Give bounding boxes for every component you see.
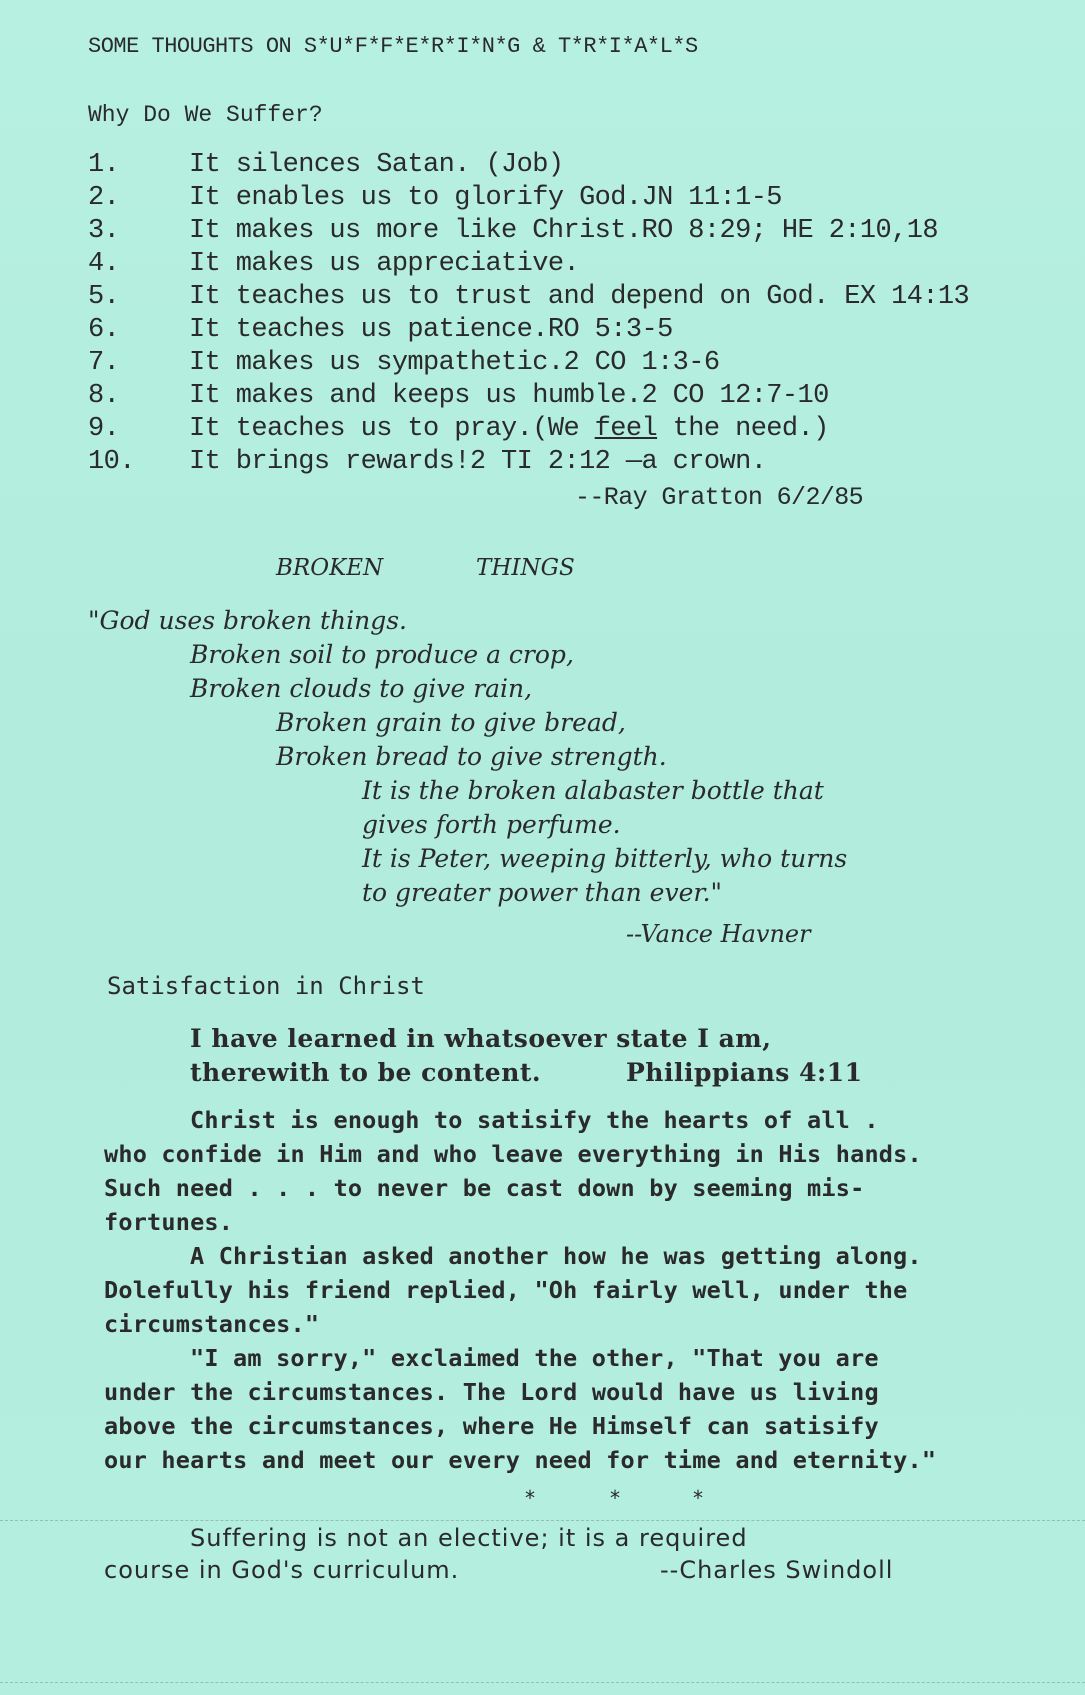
paragraph-line: Such need . . . to never be cast down by seeming mis- — [104, 1174, 865, 1202]
paragraph-line: Dolefully his friend replied, "Oh fairly well, under the — [104, 1276, 908, 1304]
poem-line: gives forth perfume. — [362, 810, 621, 839]
paragraph-line: circumstances." — [104, 1310, 320, 1338]
section-heading-why: Why Do We Suffer? — [88, 102, 323, 128]
star-separator: * — [692, 1486, 705, 1510]
attribution-gratton: --Ray Gratton 6/2/85 — [575, 483, 864, 512]
poem-line: to greater power than ever." — [362, 878, 723, 907]
fold-line — [0, 1682, 1085, 1684]
list-item: 3. It makes us more like Christ.RO 8:29; HE 2:10,18 — [88, 216, 938, 246]
poem-line: Broken soil to produce a crop, — [190, 640, 574, 669]
poem-line: Broken grain to give bread, — [276, 708, 626, 737]
poem-line: Broken bread to give strength. — [276, 742, 667, 771]
fold-line — [0, 1520, 1085, 1522]
star-separator: * — [609, 1486, 622, 1510]
broken-things-heading-2: THINGS — [476, 555, 575, 581]
document-title: SOME THOUGHTS ON S*U*F*F*E*R*I*N*G & T*R*I*A*L*S — [88, 34, 698, 59]
star-separator: * — [524, 1486, 537, 1510]
blackletter-verse-line: I have learned in whatsoever state I am, — [190, 1024, 772, 1053]
list-item: 5. It teaches us to trust and depend on God. EX 14:13 — [88, 282, 970, 312]
poem-line: It is Peter, weeping bitterly, who turns — [362, 844, 848, 873]
list-item: 4. It makes us appreciative. — [88, 249, 580, 279]
list-item: 6. It teaches us patience.RO 5:3-5 — [88, 315, 673, 345]
paragraph-line: our hearts and meet our every need for time and eternity." — [104, 1446, 937, 1474]
list-item: 10. It brings rewards!2 TI 2:12 —a crown. — [88, 447, 767, 477]
poem-line: "God uses broken things. — [88, 606, 407, 635]
section-heading-satisfaction: Satisfaction in Christ — [107, 972, 425, 1000]
closing-quote-line: Suffering is not an elective; it is a required — [190, 1524, 748, 1552]
paragraph-line: fortunes. — [104, 1208, 234, 1236]
paragraph-line: "I am sorry," exclaimed the other, "That you are — [190, 1344, 879, 1372]
paragraph-line: Christ is enough to satisify the hearts of all . — [190, 1106, 879, 1134]
reasons-list — [88, 150, 969, 480]
blackletter-verse-line: therewith to be content. — [190, 1058, 542, 1087]
list-item: 1. It silences Satan. (Job) — [88, 150, 564, 180]
paragraph-line: who confide in Him and who leave everything in His hands. — [104, 1140, 922, 1168]
attribution-havner: --Vance Havner — [626, 920, 811, 948]
list-item: 2. It enables us to glorify God.JN 11:1-5 — [88, 183, 782, 213]
paragraph-line: above the circumstances, where He Himself can satisify — [104, 1412, 879, 1440]
verse-reference: Philippians 4:11 — [626, 1058, 863, 1087]
broken-things-heading-1: BROKEN — [276, 555, 384, 581]
paragraph-line: A Christian asked another how he was getting along. — [190, 1242, 922, 1270]
poem-line: Broken clouds to give rain, — [190, 674, 533, 703]
paragraph-line: under the circumstances. The Lord would have us living — [104, 1378, 879, 1406]
closing-quote-line: course in God's curriculum. — [104, 1556, 460, 1584]
attribution-swindoll: --Charles Swindoll — [660, 1556, 894, 1584]
list-item: 9. It teaches us to pray.(We feel the need.) — [88, 414, 829, 444]
list-item: 7. It makes us sympathetic.2 CO 1:3-6 — [88, 348, 720, 378]
list-item: 8. It makes and keeps us humble.2 CO 12:7-10 — [88, 381, 829, 411]
poem-line: It is the broken alabaster bottle that — [362, 776, 824, 805]
